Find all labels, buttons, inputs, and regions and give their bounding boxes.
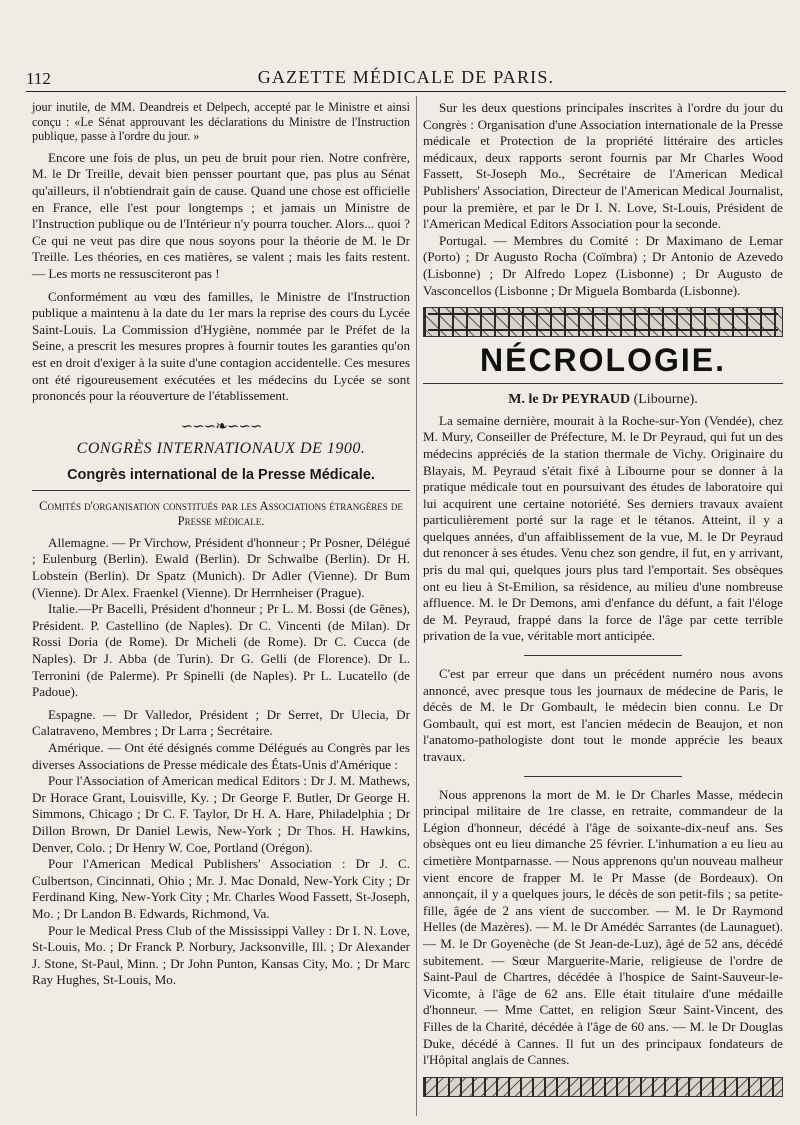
bottom-ornamental-banner: [423, 1077, 783, 1097]
running-title: GAZETTE MÉDICALE DE PARIS.: [257, 67, 555, 87]
ornamental-banner: [423, 307, 783, 337]
paragraph-treille: Encore une fois de plus, un peu de bruit pour rien. Notre confrère, M. le Dr Treille, devait bien pensser pourtant que, pas plus au Sénat qu'ailleurs, il n'obtiendrait gain de cause. Quand une chose est officielle en France, elle l'est pour longtemps ; et jamais un Ministre de l'Instruction publique ou de l'Intérieur n'y pourra toucher. Alors... quoi ? Ce qui ne veut pas dire que nous soyons pour la théorie de M. le Dr Treille. Les théories, en ces matières, se valent ; mais les faits restent. — Les morts ne ressusciteront pas !: [32, 149, 410, 281]
ornament-divider: ∽∽∽❧∽∽∽: [180, 418, 262, 435]
necrologie-title: NÉCROLOGIE.: [479, 342, 726, 379]
paragraph-lycee: Conformément au vœu des familles, le Ministre de l'Instruction publique a maintenu à la date du 1er mars la reprise des cours du Lycée Saint-Louis. La Commission d'Hygiène, nommée par le Préfet de la Seine, a prescrit les mesures propres à fournir toutes les garanties qu'on est en droit d'exiger à la suite d'une contagion accidentelle. Ces mesures ont été rigoureusement exécutées et les médecins du Lycée se sont prononcés pour la réouverture de l'établissement.: [32, 288, 410, 404]
paragraph-questions: Sur les deux questions principales inscrites à l'ordre du jour du Congrès : Organisation d'une Association internationale de la Presse médicale et Protection de la propriété littéraire des articles médicaux, deux rapports seront fournis par Mr Charles Wood Fassett, St-Joseph Mo., Secrétaire de l'American Medical Publishers' Association, Directeur de l'American Medical Journalist, pour la première, et par le Dr I. N. Love, St-Louis, Président de l'American Medical Editors Association pour la seconde.: [423, 100, 783, 232]
subsection-title: Congrès international de la Presse Médicale.: [67, 467, 375, 484]
page-header: [26, 66, 786, 92]
paragraph-amerique: Amérique. — Ont été désignés comme Délégués au Congrès par les diverses Associations de Presse médicale des États-Unis d'Amérique :: [32, 740, 410, 772]
paragraph-masse: Nous apprenons la mort de M. le Dr Charles Masse, médecin principal militaire de 1re classe, en retraite, commandeur de la Légion d'honneur, décédé à l'âge de soixante-dix-neuf ans. Ses obsèques ont eu lieu dimanche 25 février. L'inhumation a eu lieu au cimetière Montparnasse. — Nous apprenons qu'un nouveau malheur vient encore de frapper M. le Pr Masse (de Bordeaux). On annonçait, il y a quelques jours, le décès de son petit-fils ; sa petite-fille, âgée de 2 ans vient de succomber. — M. le Dr Raymond Helles (de Mazères). — M. le Dr Amédéc Sarrantes (de Launaguet). — M. le Dr Goyenèche (de St Jean-de-Luz), âgé de 52 ans, décédé subitement. — Sœur Marguerite-Marie, religieuse de l'ordre de Saint-Paul de Chartres, décédée à l'hospice de Saint-Sauveur-le-Vicomte, à l'âge de 62 ans. Elle était titulaire d'une médaille d'honneur. — Mme Cattet, en religion Sœur Saint-Vincent, des Filles de la Charité, décédée à l'âge de 60 ans. — M. le Dr Douglas Duke, décédé à Cannes. Il fut un des principaux fondateurs de l'Hôpital anglais de Cannes.: [423, 786, 783, 1068]
paragraph-italie: Italie.—Pr Bacelli, Président d'honneur ; Pr L. M. Bossi (de Gênes), Président. P. Castellino (de Naples). Dr C. Vincenti (de Milan). Dr Rossi Doria (de Rome). Dr Micheli (de Rome). Dr C. Cucca (de Naples). Dr J. Abba (de Turin). Dr G. Gelli (de Florence). Dr L. Terronini (de Palerme). Pr Spinelli (de Naples). Pr L. Lucatello (de Padoue).: [32, 601, 410, 700]
page-number: 112: [26, 69, 51, 88]
section-title: CONGRÈS INTERNATIONAUX DE 1900.: [76, 439, 366, 457]
paragraph-ama-publishers: Pour l'American Medical Publishers' Association : Dr J. C. Culbertson, Cincinnati, Ohio ; Mr. J. Mac Donald, New-York City ; Dr Ferdinand King, New-York City ; Mr. Charles Wood Fassett, St-Joseph, Mo. ; Dr Landon B. Edwards, Richmond, Va.: [32, 856, 410, 921]
obituary-name: M. le Dr PEYRAUD: [508, 392, 631, 408]
paragraph-portugal: Portugal. — Membres du Comité : Dr Maximano de Lemar (Porto) ; Dr Augusto Rocha (Coïmbra) ; Dr Antonio de Azevedo (Lisbonne) ; Dr Alfredo Lopez (Lisbonne) ; Dr Augusto de Vasconcellos (Lisbonne ; Dr Miguela Bombarda (Lisbonne).: [423, 232, 783, 298]
obituary-place: (Libourne).: [633, 392, 698, 408]
paragraph-espagne: Espagne. — Dr Valledor, Président ; Dr Serret, Dr Ulecia, Dr Calatraveno, Membres ; Dr Larra ; Secrétaire.: [32, 706, 410, 739]
paragraph-gombault: C'est par erreur que dans un précédent numéro nous avons annoncé, avec presque tous les journaux de médecine de Paris, le décès de M. le Dr Gombault, le médecin bien connu. Le Dr Gombault, qui est mort, est l'ancien médecin de Beaujon, et non l'anatomo-pathologiste dont tout le monde apprécie les beaux travaux.: [423, 666, 783, 764]
right-column: [423, 100, 783, 1097]
obituary-heading: [423, 392, 783, 409]
column-divider: [416, 96, 417, 1116]
paragraph-peyraud: La semaine dernière, mourait à la Roche-sur-Yon (Vendée), chez M. Mury, Conseiller de Préfecture, M. le Dr Peyraud, qui fut un des médecins appréciés de la station thermale de Vichy. Originaire du Blayais, M. Peyraud s'était fixé à Libourne pour se donner à la pratique médicale tout en poursuivant des études de laboratoire qui lui acquirent une certaine notoriété. Ses derniers travaux avaient particulièrement porté sur la rage et le tétanos. Atteint, il y a quelques années, d'un affaiblissement de la vue, M. le Dr Peyraud dut renoncer à ses études. Venu chez son gendre, il fut, en y arrivant, pris du mal qui, quelques jours plus tard l'emportait. Ses obsèques ont eu lieu à St-Emilion, sa résidence, au milieu d'une nombreuse affluence. M. le Dr Demons, ami d'enfance du défunt, a fait l'éloge de M. Peyraud, frappé dans la force de l'âge par cette terrible privation de la vue, véritable mort anticipée.: [423, 412, 783, 644]
divider: [423, 383, 783, 384]
intro-note: jour inutile, de MM. Deandreis et Delpech, accepté par le Ministre et ainsi conçu : «Le Sénat approuvant les déclarations du Ministre de l'Instruction publique, passe à l'ordre du jour. »: [32, 100, 410, 144]
divider: [524, 776, 682, 777]
paragraph-mississippi: Pour le Medical Press Club of the Mississippi Valley : Dr I. N. Love, St-Louis, Mo. ; Dr Franck P. Norbury, Jacksonville, Ill. ; Dr Alexander J. Stone, St-Paul, Minn. ; Dr John Punton, Kansas City, Mo. ; Dr Marc Ray Hughes, St-Louis, Mo.: [32, 922, 410, 988]
divider: [32, 490, 410, 491]
paragraph-allemagne: Allemagne. — Pr Virchow, Président d'honneur ; Pr Posner, Délégué ; Eulenburg (Berlin). Ewald (Berlin). Dr Schwalbe (Berlin). Dr H. Lobstein (Berlin). Dr Spatz (Munich). Dr Adler (Vienne). Dr Bum (Vienne). Dr Alex. Fraenkel (Vienne). Dr Herrnheiser (Prague).: [32, 534, 410, 600]
committee-heading: Comités d'organisation constitués par les Associations étrangères de Presse médicale.: [39, 498, 403, 528]
left-column: [32, 100, 410, 989]
divider: [524, 655, 682, 656]
paragraph-ama-editors: Pour l'Association of American medical Editors : Dr J. M. Mathews, Dr Horace Grant, Louisville, Ky. ; Dr George F. Butler, Dr George H. Simmons, Chicago ; Dr C. F. Taylor, Dr H. A. Hare, Philadelphia ; Dr Dillon Brown, Dr Daniel Lewis, New-York ; Dr Thos. H. Hawkins, Denver, Colo. ; Dr Henry W. Coe, Portland (Orégon).: [32, 773, 410, 855]
